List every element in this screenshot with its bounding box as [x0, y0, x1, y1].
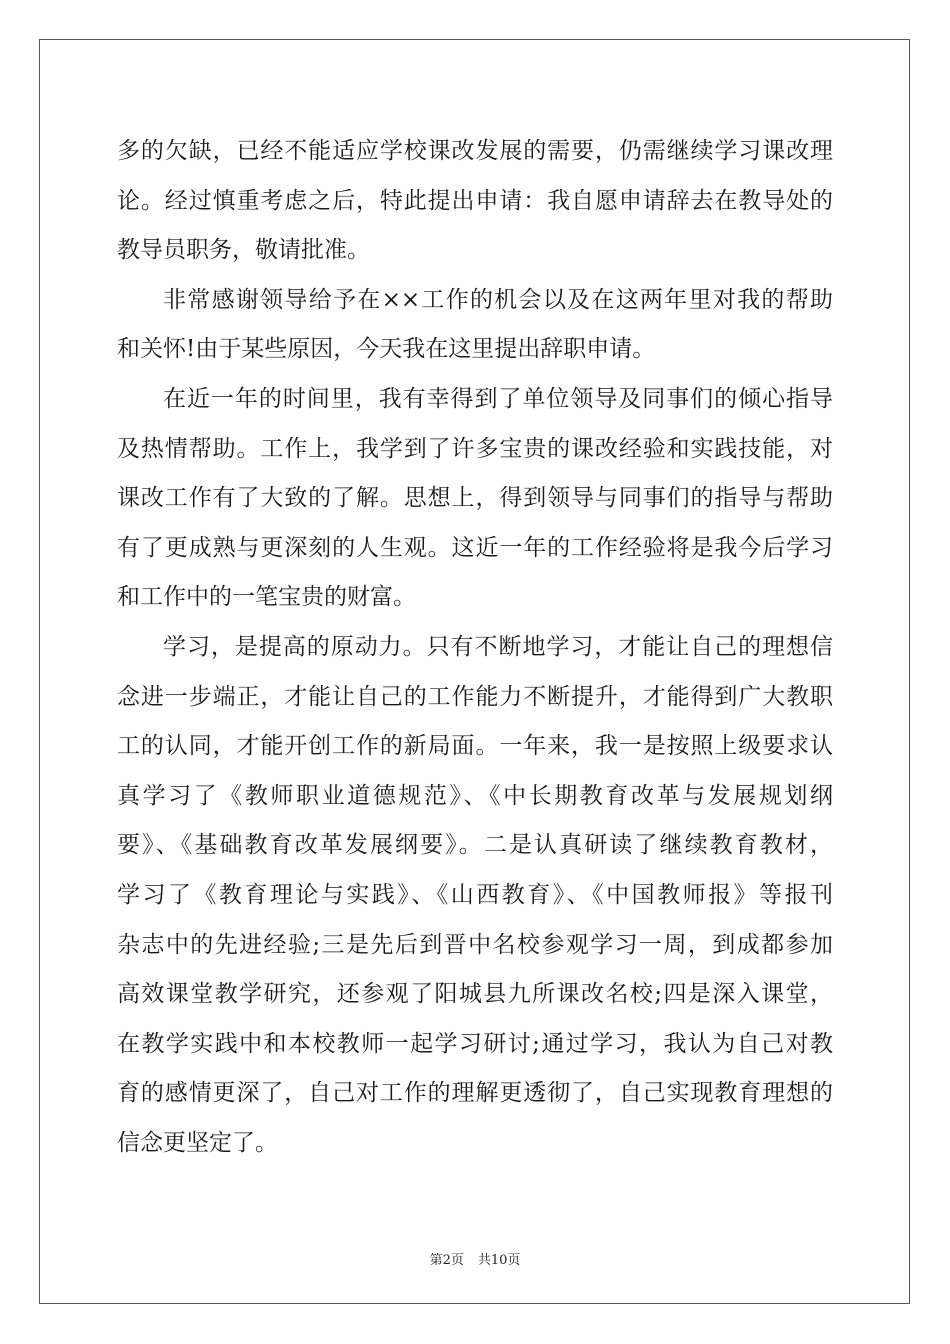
text-line: 要》、《基础教育改革发展纲要》。二是认真研读了继续教育教材，: [117, 832, 833, 859]
document-body: [117, 127, 833, 1168]
total-pages: 共10页: [477, 1253, 521, 1268]
text-line: 和工作中的一笔宝贵的财富。: [117, 584, 416, 611]
text-line: 学习，是提高的原动力。只有不断地学习，才能让自己的理想信: [163, 633, 833, 660]
text-line: 多的欠缺，已经不能适应学校课改发展的需要，仍需继续学习课改理: [117, 138, 833, 164]
text-line: 教导员职务，敬请批准。: [117, 237, 370, 264]
text-line: 非常感谢领导给予在××工作的机会以及在这两年里对我的帮助: [163, 286, 833, 313]
text-line: 论。经过慎重考虑之后，特此提出申请：我自愿申请辞去在教导处的: [117, 187, 833, 214]
text-line: 和关怀!由于某些原因，今天我在这里提出辞职申请。: [117, 336, 656, 363]
text-line: 高效课堂教学研究，还参观了阳城县九所课改名校;四是深入课堂，: [117, 981, 833, 1008]
page-number: 第2页: [429, 1253, 464, 1268]
text-line: 在近一年的时间里，我有幸得到了单位领导及同事们的倾心指导: [163, 385, 833, 412]
text-line: 在教学实践中和本校教师一起学习研讨;通过学习，我认为自己对教: [117, 1030, 833, 1057]
text-line: 有了更成熟与更深刻的人生观。这近一年的工作经验将是我今后学习: [117, 534, 833, 561]
text-line: 及热情帮助。工作上，我学到了许多宝贵的课改经验和实践技能，对: [117, 435, 833, 462]
text-line: 杂志中的先进经验;三是先后到晋中名校参观学习一周，到成都参加: [117, 931, 833, 958]
text-line: 念进一步端正，才能让自己的工作能力不断提升，才能得到广大教职: [117, 683, 833, 710]
text-line: 课改工作有了大致的了解。思想上，得到领导与同事们的指导与帮助: [117, 485, 833, 512]
page-footer: [0, 1249, 950, 1268]
text-line: 信念更坚定了。: [117, 1129, 278, 1156]
text-line: 真学习了《教师职业道德规范》、《中长期教育改革与发展规划纲: [117, 782, 833, 809]
text-line: 工的认同，才能开创工作的新局面。一年来，我一是按照上级要求认: [117, 733, 833, 760]
text-line: 育的感情更深了，自己对工作的理解更透彻了，自己实现教育理想的: [117, 1080, 833, 1107]
text-line: 学习了《教育理论与实践》、《山西教育》、《中国教师报》等报刊: [117, 881, 833, 908]
